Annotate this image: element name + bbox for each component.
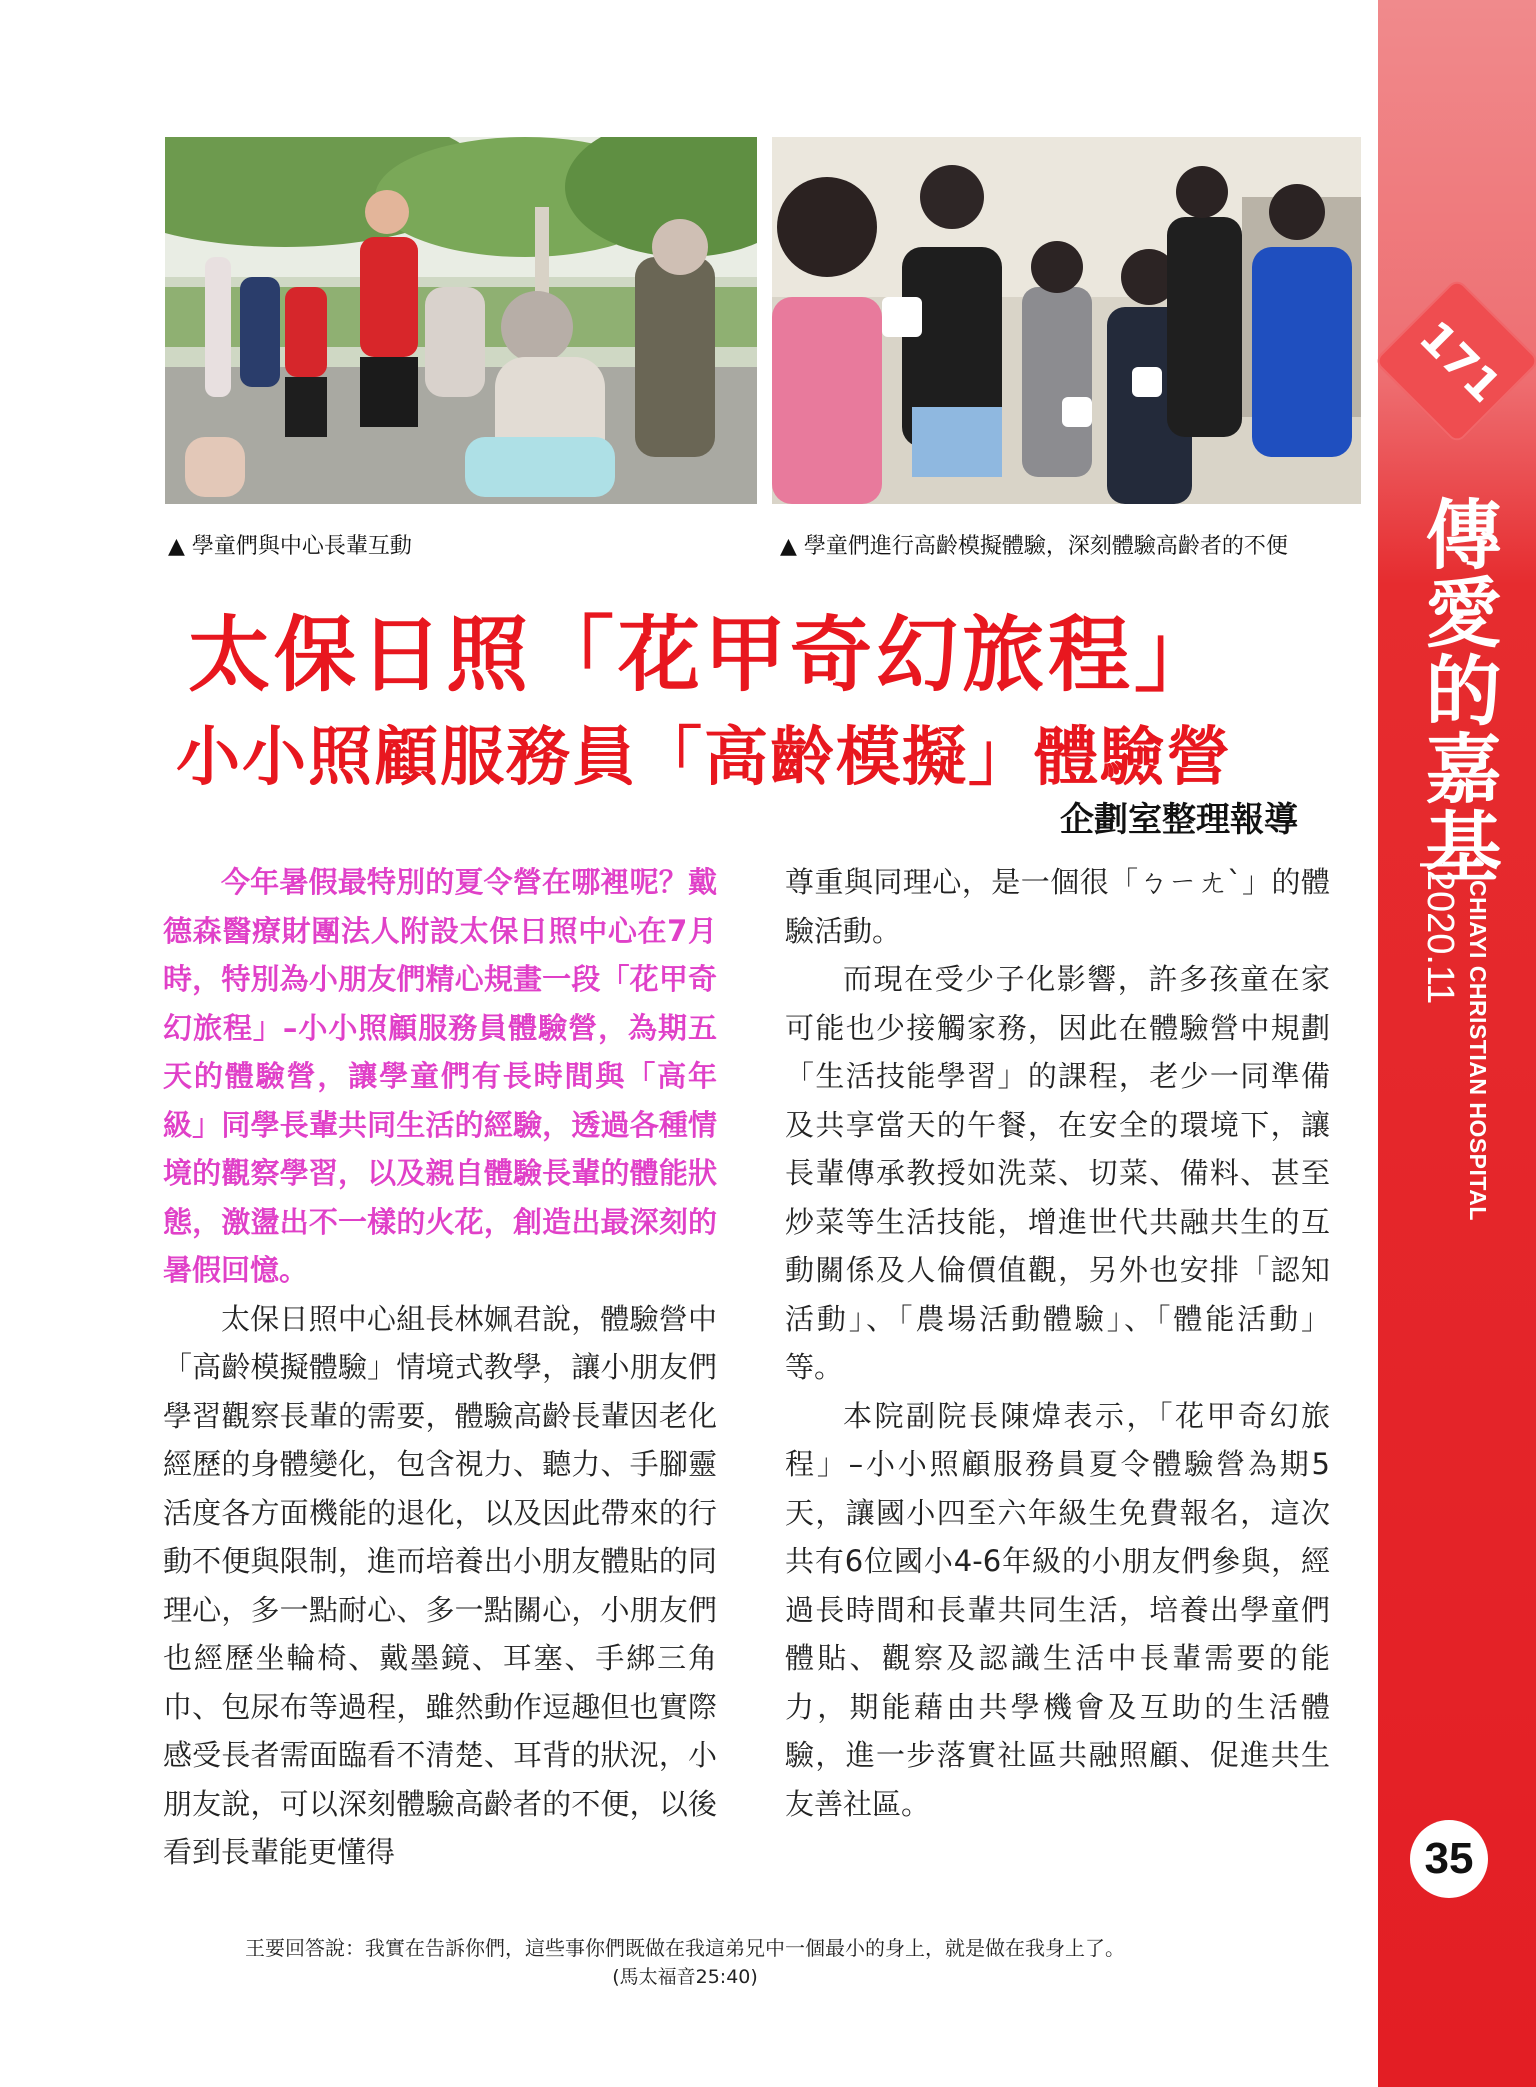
footer-verse-reference: (馬太福音25:40) [612, 1966, 758, 1988]
article-paragraph-2: 而現在受少子化影響，許多孩童在家可能也少接觸家務，因此在體驗營中規劃「生活技能學習」的課程，老少一同準備及共享當天的午餐，在安全的環境下，讓長輩傳承教授如洗菜、切菜、備料、甚至炒菜等生活技能，增進世代共融共生的互動關係及人倫價值觀，另外也安排「認知活動」、「農場活動體驗」、「體能活動」等。 [785, 962, 1330, 1384]
article-lead: 今年暑假最特別的夏令營在哪裡呢？戴德森醫療財團法人附設太保日照中心在7月時，特別為小朋友們精心規畫一段「花甲奇幻旅程」–小小照顧服務員體驗營，為期五天的體驗營，讓學童們有長時間與「高年級」同學長輩共同生活的經驗，透過各種情境的觀察學習，以及親自體驗長輩的體能狀態，激盪出不一樣的火花，創造出最深刻的暑假回憶。 [163, 865, 717, 1287]
page-number: 35 [1410, 1820, 1488, 1898]
magazine-sidebar [1378, 0, 1536, 2087]
photo-kids-with-elders [165, 137, 757, 504]
article-paragraph-1-continued: 尊重與同理心，是一個很「ㄅㄧㄤˋ」的體驗活動。 [785, 865, 1330, 948]
article-paragraph-3: 本院副院長陳煒表示，「花甲奇幻旅程」–小小照顧服務員夏令體驗營為期5天，讓國小四至六年級生免費報名，這次共有6位國小4-6年級的小朋友們參與，經過長時間和長輩共同生活，培養出學童們體貼、觀察及認識生活中長輩需要的能力，期能藉由共學機會及互助的生活體驗，進一步落實社區共融照顧、促進共生友善社區。 [785, 1398, 1330, 1821]
hospital-name: CHIAYI CHRISTIAN HOSPITAL [1465, 880, 1491, 1221]
byline: 企劃室整理報導 [1060, 800, 1298, 840]
article-column-right [785, 858, 1330, 1828]
photo-aging-simulation [772, 137, 1361, 504]
headline-main: 太保日照「花甲奇幻旅程」 [187, 607, 1220, 703]
issue-date: |2020.11 [1419, 860, 1461, 1005]
photo-caption-left: ▲ 學童們與中心長輩互動 [168, 534, 412, 559]
issue-number: 171 [1409, 311, 1511, 413]
footer-verse: 王要回答說：我實在告訴你們，這些事你們既做在我這弟兄中一個最小的身上，就是做在我身上了。 [245, 1936, 1125, 1960]
article-column-left [163, 858, 717, 1877]
photo-caption-right: ▲ 學童們進行高齡模擬體驗，深刻體驗高齡者的不便 [780, 534, 1288, 559]
issue-tab [1378, 296, 1536, 452]
magazine-title: 傳愛的嘉基 [1413, 495, 1502, 885]
headline-sub: 小小照顧服務員「高齡模擬」體驗營 [176, 720, 1232, 795]
article-paragraph-1: 太保日照中心組長林姵君說，體驗營中「高齡模擬體驗」情境式教學，讓小朋友們學習觀察長輩的需要，體驗高齡長輩因老化經歷的身體變化，包含視力、聽力、手腳靈活度各方面機能的退化，以及因此帶來的行動不便與限制，進而培養出小朋友體貼的同理心，多一點耐心、多一點關心，小朋友們也經歷坐輪椅、戴墨鏡、耳塞、手綁三角巾、包尿布等過程，雖然動作逗趣但也實際感受長者需面臨看不清楚、耳背的狀況，小朋友說，可以深刻體驗高齡者的不便，以後看到長輩能更懂得 [163, 1301, 717, 1869]
